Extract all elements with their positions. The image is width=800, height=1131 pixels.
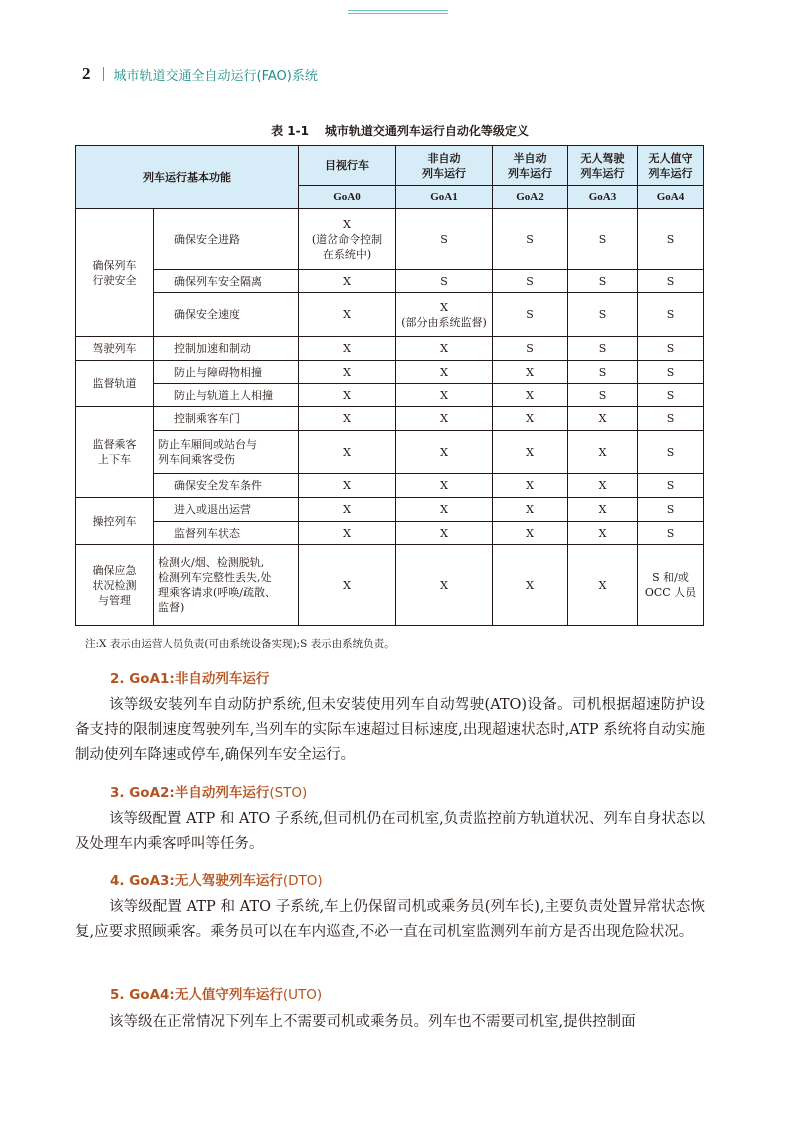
- value-cell: X: [568, 522, 638, 545]
- function-cell: 防止与障碍物相撞: [154, 361, 299, 384]
- value-cell: X: [396, 431, 493, 474]
- value-cell: X: [493, 498, 568, 522]
- table-row: [76, 337, 704, 361]
- value-cell: S: [638, 270, 704, 293]
- table-row: [76, 361, 704, 384]
- value-cell: S: [638, 337, 704, 361]
- section-title-suffix: (DTO): [282, 873, 323, 889]
- function-cell: 确保安全发车条件: [154, 474, 299, 498]
- header-basic-function: 列车运行基本功能: [76, 146, 299, 209]
- value-cell: X: [493, 361, 568, 384]
- value-cell: S: [638, 431, 704, 474]
- table-row: [76, 209, 704, 270]
- header-goa-code: GoA1: [396, 186, 493, 209]
- value-cell: X: [396, 337, 493, 361]
- page-number: 2: [82, 64, 91, 83]
- section-title: [110, 667, 269, 687]
- value-cell: X: [299, 431, 396, 474]
- table-row: [76, 431, 704, 474]
- value-cell: X: [493, 522, 568, 545]
- value-cell: S: [493, 337, 568, 361]
- section-paragraph: 该等级在正常情况下列车上不需要司机或乘务员。列车也不需要司机室,提供控制面: [109, 1014, 636, 1030]
- value-cell: S: [568, 337, 638, 361]
- function-cell: 检测火/烟、检测脱轨, 检测列车完整性丢失,处 理乘客请求(呼唤/疏散、 监督): [154, 545, 299, 626]
- value-cell: X: [493, 384, 568, 407]
- value-cell: X: [493, 431, 568, 474]
- value-cell: S: [493, 270, 568, 293]
- value-cell: X: [299, 337, 396, 361]
- value-cell: S: [638, 361, 704, 384]
- value-cell: X: [299, 474, 396, 498]
- section-title-suffix: (UTO): [282, 987, 323, 1003]
- value-cell: S: [638, 498, 704, 522]
- value-cell: X: [493, 545, 568, 626]
- header-mode-name: 半自动 列车运行: [493, 146, 568, 186]
- value-cell: X: [299, 522, 396, 545]
- header-mode-name: 无人驾驶 列车运行: [568, 146, 638, 186]
- header-separator: [103, 67, 104, 81]
- function-cell: 防止车厢间或站台与 列车间乘客受伤: [154, 431, 299, 474]
- function-cell: 确保列车安全隔离: [154, 270, 299, 293]
- value-cell: X: [396, 498, 493, 522]
- value-cell: S: [396, 209, 493, 270]
- section-title-text: 5. GoA4:无人值守列车运行: [110, 987, 283, 1003]
- value-cell: X: [568, 498, 638, 522]
- category-cell: 确保应急 状况检测 与管理: [76, 545, 154, 626]
- function-cell: 控制乘客车门: [154, 407, 299, 431]
- category-cell: 监督轨道: [76, 361, 154, 407]
- section-title-text: 2. GoA1:非自动列车运行: [110, 671, 270, 687]
- function-cell: 确保安全进路: [154, 209, 299, 270]
- header-rule: [348, 10, 448, 14]
- value-cell: X: [396, 361, 493, 384]
- category-cell: 驾驶列车: [76, 337, 154, 361]
- value-cell: S: [638, 209, 704, 270]
- value-cell: X: [299, 293, 396, 337]
- value-cell: X: [568, 474, 638, 498]
- value-cell: X: [299, 545, 396, 626]
- section-title: [110, 983, 322, 1003]
- header-mode-name: 目视行车: [299, 146, 396, 186]
- function-cell: 控制加速和制动: [154, 337, 299, 361]
- value-cell: S: [638, 407, 704, 431]
- section-paragraph: 该等级安装列车自动防护系统,但未安装使用列车自动驾驶(ATO)设备。司机根据超速防护设备支持的限制速度驾驶列车,当列车的实际车速超过目标速度,出现超速状态时,ATP 系统将自动实施制动使列车降速或停车,确保列车安全运行。: [75, 697, 705, 763]
- value-cell: X: [396, 384, 493, 407]
- value-cell: S: [568, 361, 638, 384]
- section-title-text: 4. GoA3:无人驾驶列车运行: [110, 873, 283, 889]
- goa-levels-table: [75, 145, 704, 626]
- table-number: 表 1-1: [271, 124, 309, 138]
- value-cell: X (部分由系统监督): [396, 293, 493, 337]
- value-cell: X: [568, 545, 638, 626]
- value-cell: X: [299, 498, 396, 522]
- function-cell: 防止与轨道上人相撞: [154, 384, 299, 407]
- function-cell: 监督列车状态: [154, 522, 299, 545]
- header-mode-name: 非自动 列车运行: [396, 146, 493, 186]
- table-row: [76, 407, 704, 431]
- value-cell: S: [493, 209, 568, 270]
- value-cell: X: [299, 407, 396, 431]
- table-row: [76, 545, 704, 626]
- section-paragraph: 该等级配置 ATP 和 ATO 子系统,但司机仍在司机室,负责监控前方轨道状况、列车自身状态以及处理车内乘客呼叫等任务。: [75, 811, 705, 852]
- section-paragraph: 该等级配置 ATP 和 ATO 子系统,车上仍保留司机或乘务员(列车长),主要负责处置异常状态恢复,应要求照顾乘客。乘务员可以在车内巡查,不必一直在司机室监测列车前方是否出现危险状况。: [75, 899, 705, 940]
- value-cell: X: [396, 522, 493, 545]
- table-row: [76, 522, 704, 545]
- value-cell: X: [568, 431, 638, 474]
- header-goa-code: GoA3: [568, 186, 638, 209]
- category-cell: 操控列车: [76, 498, 154, 545]
- section-title-text: 3. GoA2:半自动列车运行: [110, 785, 270, 801]
- function-cell: 确保安全速度: [154, 293, 299, 337]
- table-header-row: [76, 146, 704, 186]
- table-note: 注:X 表示由运营人员负责(可由系统设备实现);S 表示由系统负责。: [85, 638, 395, 650]
- table-row: [76, 474, 704, 498]
- function-cell: 进入或退出运营: [154, 498, 299, 522]
- value-cell: S: [396, 270, 493, 293]
- value-cell: S: [493, 293, 568, 337]
- table-body: [76, 209, 704, 626]
- value-cell: X: [493, 407, 568, 431]
- section-title: [110, 869, 323, 889]
- value-cell: S: [568, 209, 638, 270]
- value-cell: X: [493, 474, 568, 498]
- table-caption: [0, 122, 800, 139]
- table-row: [76, 270, 704, 293]
- value-cell: X: [568, 407, 638, 431]
- section-title: [110, 781, 307, 801]
- value-cell: X: [396, 407, 493, 431]
- value-cell: S: [568, 270, 638, 293]
- table-row: [76, 384, 704, 407]
- value-cell: S: [638, 474, 704, 498]
- value-cell: S: [638, 384, 704, 407]
- running-title: 城市轨道交通全自动运行(FAO)系统: [113, 68, 318, 84]
- value-cell: X: [299, 384, 396, 407]
- value-cell: S 和/或 OCC 人员: [638, 545, 704, 626]
- value-cell: S: [568, 293, 638, 337]
- value-cell: X: [299, 361, 396, 384]
- header-mode-name: 无人值守 列车运行: [638, 146, 704, 186]
- value-cell: X (道岔命令控制 在系统中): [299, 209, 396, 270]
- value-cell: S: [638, 293, 704, 337]
- value-cell: X: [299, 270, 396, 293]
- value-cell: S: [568, 384, 638, 407]
- header-goa-code: GoA0: [299, 186, 396, 209]
- section-title-suffix: (STO): [269, 785, 308, 801]
- value-cell: X: [396, 545, 493, 626]
- table-title: 城市轨道交通列车运行自动化等级定义: [324, 124, 529, 138]
- value-cell: S: [638, 522, 704, 545]
- header-goa-code: GoA4: [638, 186, 704, 209]
- category-cell: 确保列车 行驶安全: [76, 209, 154, 337]
- value-cell: X: [396, 474, 493, 498]
- header-goa-code: GoA2: [493, 186, 568, 209]
- running-header: [82, 62, 318, 86]
- table-row: [76, 293, 704, 337]
- table-row: [76, 498, 704, 522]
- category-cell: 监督乘客 上下车: [76, 407, 154, 498]
